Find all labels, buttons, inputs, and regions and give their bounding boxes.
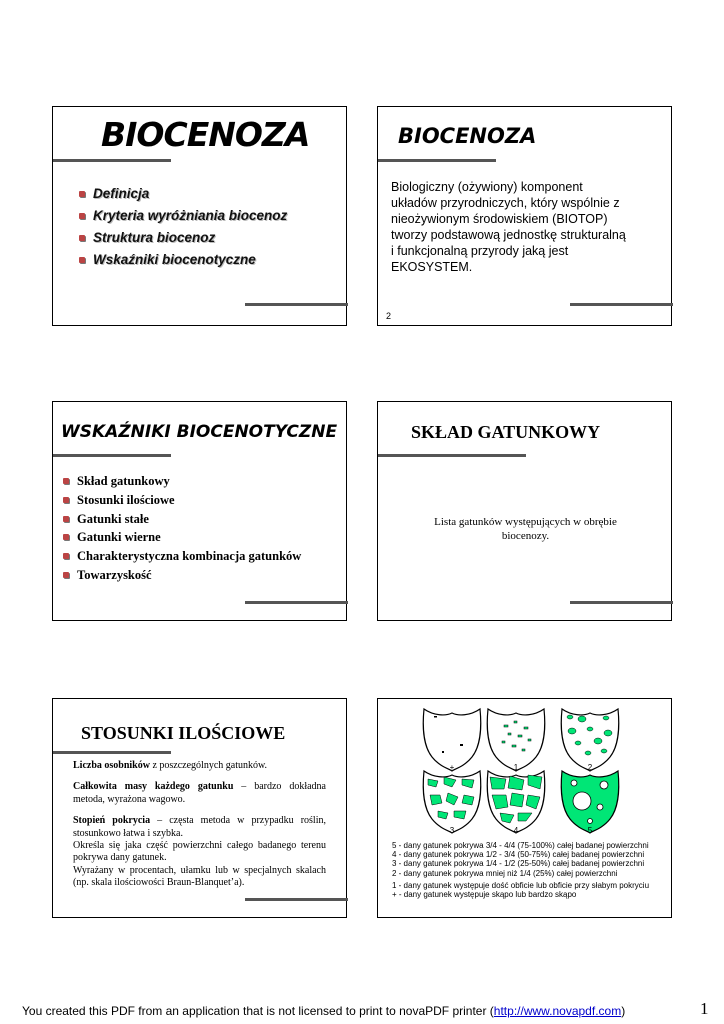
label-4: 4 bbox=[513, 826, 519, 835]
slide-title: BIOCENOZA bbox=[398, 124, 537, 148]
title-rule bbox=[53, 454, 171, 457]
plot-1 bbox=[487, 709, 544, 771]
footer-notice: You created this PDF from an application that is not licensed to print to novaPDF printer (http://www.novapdf.com) bbox=[22, 1004, 626, 1018]
bottom-rule bbox=[245, 898, 348, 901]
slide-title: WSKAŹNIKI BIOCENOTYCZNE bbox=[61, 422, 338, 442]
bottom-rule bbox=[245, 303, 348, 306]
label-3: 3 bbox=[449, 826, 455, 835]
scale-legend: 5 - dany gatunek pokrywa 3/4 - 4/4 (75-100%) całej badanej powierzchni 4 - dany gatunek pokrywa 1/2 - 3/4 (50-75%) całej badanej powierzchni 3 - dany gatunek pokrywa 1/4 - 1/2 (25-50%) całej badanej powierzchni 2 - dany gatunek pokrywa mniej niż 1/4 (25%) całej powierzchni 1 - dany gatunek występuje dość obficie lub obficie przy słabym pokryciu + - dany gatunek występuje skąpo lub bardzo skąpo bbox=[392, 841, 650, 900]
bullet-icon bbox=[79, 213, 85, 219]
bullet-icon bbox=[63, 478, 69, 484]
bullet-icon bbox=[79, 191, 85, 197]
indicator-list bbox=[63, 472, 323, 585]
list-item: Gatunki wierne bbox=[63, 528, 323, 547]
definition-text: Biologiczny (ożywiony) komponent układów przyrodniczych, który wspólnie z nieożywionym środowiskiem (BIOTOP) tworzy podstawową jednostkę strukturalną i funkcjonalną przyrody jaką jest EKOSYSTEM. bbox=[391, 180, 626, 274]
bullet-icon bbox=[63, 572, 69, 578]
slide-title: SKŁAD GATUNKOWY bbox=[411, 422, 601, 442]
slide-stosunki-ilosciowe bbox=[52, 698, 347, 918]
list-item: Towarzyskość bbox=[63, 566, 323, 585]
plot-2 bbox=[561, 709, 618, 771]
list-item: Stosunki ilościowe bbox=[63, 491, 323, 510]
bottom-rule bbox=[570, 601, 673, 604]
list-item: Charakterystyczna kombinacja gatunków bbox=[63, 547, 307, 566]
description-text: Lista gatunków występujących w obrębie biocenozy. bbox=[434, 516, 617, 542]
list-item: Struktura biocenoz bbox=[79, 227, 287, 249]
plot-plus bbox=[423, 709, 480, 771]
label-2: 2 bbox=[587, 763, 593, 772]
slide-title: BIOCENOZA bbox=[101, 115, 310, 154]
quantitative-text: Liczba osobników z poszczególnych gatunków. Całkowita masy każdego gatunku – bardzo dokładna metoda, wyrażona wagowo. Stopień pokrycia – częsta metoda w przypadku roślin, stosunkowo łatwa i szybka. Określa się jaka część powierzchni całego badanego terenu pokrywa dany gatunek. Wyrażany w procentach, ułamku lub w specjalnych skalach (np. skala ilościowości Braun-Blanquet’a). bbox=[73, 760, 326, 889]
list-item: Definicja bbox=[79, 183, 287, 205]
title-rule bbox=[53, 751, 171, 754]
list-item: Skład gatunkowy bbox=[63, 472, 323, 491]
bullet-icon bbox=[63, 516, 69, 522]
list-item: Kryteria wyróżniania biocenoz bbox=[79, 205, 287, 227]
title-rule bbox=[378, 159, 496, 162]
title-rule bbox=[53, 159, 171, 162]
novapdf-link[interactable]: http://www.novapdf.com bbox=[493, 1004, 622, 1018]
slide-title: STOSUNKI ILOŚCIOWE bbox=[81, 723, 286, 743]
topic-list bbox=[79, 183, 287, 271]
plot-4 bbox=[487, 771, 544, 833]
plot-3 bbox=[423, 771, 480, 833]
label-1: 1 bbox=[513, 763, 519, 772]
slide-biocenoza-overview bbox=[52, 106, 347, 326]
label-plus: + bbox=[449, 763, 455, 772]
slide-sklad-gatunkowy bbox=[377, 401, 672, 621]
page-number: 2 bbox=[386, 311, 392, 321]
bottom-rule bbox=[245, 601, 348, 604]
list-item: Wskaźniki biocenotyczne bbox=[79, 249, 287, 271]
slide-biocenoza-definition bbox=[377, 106, 672, 326]
bullet-icon bbox=[63, 553, 69, 559]
list-item: Gatunki stałe bbox=[63, 510, 323, 529]
bullet-icon bbox=[63, 497, 69, 503]
slide-braun-blanquet-scale bbox=[377, 698, 672, 918]
slide-wskazniki bbox=[52, 401, 347, 621]
coverage-diagram bbox=[378, 699, 673, 839]
label-5: 5 bbox=[587, 826, 593, 835]
bullet-icon bbox=[79, 235, 85, 241]
bullet-icon bbox=[63, 534, 69, 540]
title-rule bbox=[378, 454, 526, 457]
bullet-icon bbox=[79, 257, 85, 263]
document-page-number: 1 bbox=[700, 999, 709, 1018]
plot-5 bbox=[561, 771, 618, 833]
bottom-rule bbox=[570, 303, 673, 306]
